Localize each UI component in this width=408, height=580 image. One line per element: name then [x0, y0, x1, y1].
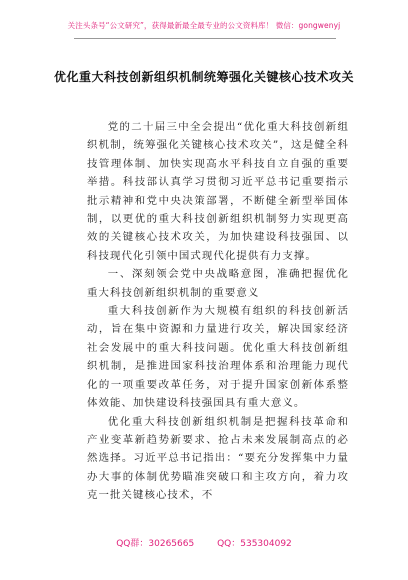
document-body: [87, 118, 349, 505]
document-title: 优化重大科技创新组织机制统筹强化关键核心技术攻关: [53, 70, 354, 84]
header-divider: [74, 38, 336, 39]
paragraph-3: 优化重大科技创新组织机制是把握科技革命和产业变革新趋势新要求、抢占未来发展制高点的必然选择。习近平总书记指出：“要充分发挥集中力量办大事的体制优势瞄准突破口和主攻方向，着力攻克一批关键核心技术，不: [87, 415, 349, 502]
footer-qq: QQ：535304092: [217, 539, 292, 549]
paragraph-2: 重大科技创新作为大规模有组织的科技创新活动，旨在集中资源和力量进行攻关，解决国家经济社会发展中的重大科技问题。优化重大科技创新组织机制，是推进国家科技治理体系和治理能力现代化的一项重要改革任务，对于提升国家创新体系整体效能、加快建设科技强国具有重大意义。: [87, 305, 349, 410]
header-banner: 关注头条号“公文研究”，获得最新最全最专业的公文资料库！ 微信：gongwenyj: [67, 21, 341, 30]
footer-qq-group: QQ群：30265665: [116, 539, 195, 549]
footer-contact: [0, 536, 408, 549]
section-heading-1: 一、深刻领会党中央战略意图，准确把握优化重大科技创新组织机制的重要意义: [87, 268, 349, 299]
paragraph-intro: 党的二十届三中全会提出“优化重大科技创新组织机制，统筹强化关键核心技术攻关”，这是健全科技管理体制、加快实现高水平科技自立自强的重要举措。科技部认真学习贯彻习近平总书记重要指示批示精神和党中央决策部署，不断健全新型举国体制，以更优的重大科技创新组织机制努力实现更高效的关键核心技术攻关，为加快建设科技强国、以科技现代化引领中国式现代化提供有力支撑。: [87, 121, 349, 262]
